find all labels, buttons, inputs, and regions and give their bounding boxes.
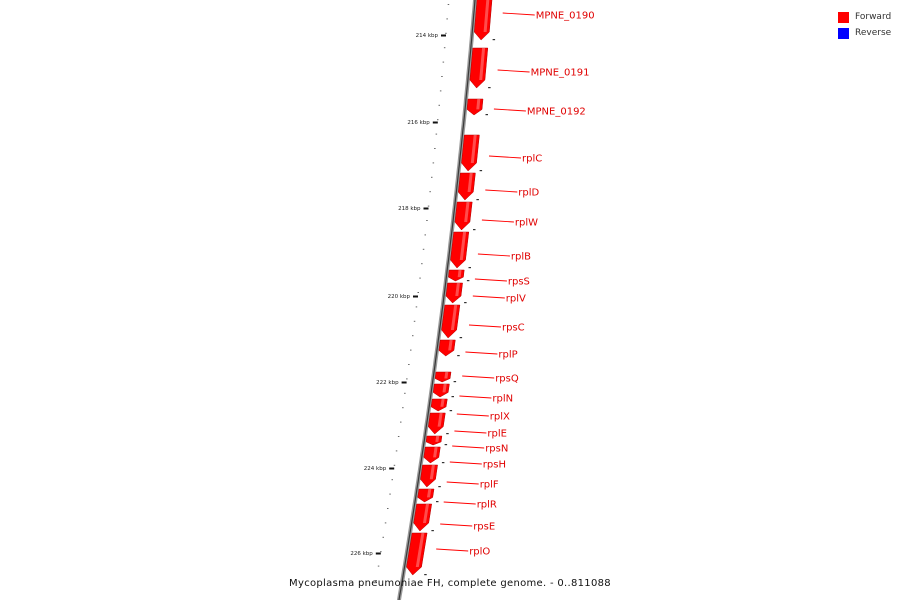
gene-arrow-rplc[interactable] bbox=[462, 135, 480, 171]
gene-arrow-rplp[interactable] bbox=[439, 340, 455, 356]
gene-label-rpsq[interactable]: rpsQ bbox=[495, 373, 519, 385]
minor-tick bbox=[425, 234, 427, 235]
gene-leader-line bbox=[450, 462, 482, 464]
axis-tick-label: 224 kbp bbox=[363, 466, 387, 472]
backbone-core bbox=[398, 0, 475, 600]
gene-leader-line bbox=[454, 431, 486, 433]
gene-end-marker bbox=[446, 433, 449, 434]
minor-tick bbox=[439, 105, 441, 106]
axis-tick-label: 214 kbp bbox=[415, 33, 438, 39]
minor-tick bbox=[445, 33, 447, 34]
gene-end-marker bbox=[467, 280, 470, 281]
minor-tick bbox=[402, 407, 404, 408]
gene-leader-line bbox=[447, 482, 479, 484]
minor-tick bbox=[392, 479, 394, 480]
minor-tick bbox=[440, 90, 442, 91]
gene-end-marker bbox=[436, 501, 439, 502]
gene-end-marker bbox=[457, 355, 460, 356]
gene-label-rplo[interactable]: rplO bbox=[469, 546, 491, 558]
axis-ticks bbox=[350, 4, 449, 581]
axis-tick-label: 216 kbp bbox=[407, 120, 430, 126]
minor-tick bbox=[406, 378, 408, 379]
gene-label-rplr[interactable]: rplR bbox=[476, 499, 497, 511]
axis-tick-label: 218 kbp bbox=[398, 206, 421, 212]
axis-tick-label: 220 kbp bbox=[387, 294, 410, 300]
gene-end-marker bbox=[438, 486, 441, 487]
minor-tick bbox=[434, 148, 436, 149]
gene-leader-line bbox=[462, 376, 494, 378]
gene-leader-line bbox=[444, 502, 476, 504]
gene-end-marker bbox=[476, 199, 479, 200]
gene-label-rpln[interactable]: rplN bbox=[492, 393, 514, 405]
gene-arrow-mpne_0190[interactable] bbox=[474, 0, 492, 40]
gene-end-marker bbox=[431, 530, 434, 531]
gene-leader-line bbox=[473, 296, 505, 298]
backbone-line bbox=[398, 0, 475, 600]
minor-tick bbox=[426, 220, 428, 221]
minor-tick bbox=[396, 450, 398, 451]
minor-tick bbox=[404, 393, 406, 394]
minor-tick bbox=[378, 566, 380, 567]
gene-label-rple[interactable]: rplE bbox=[487, 428, 507, 440]
gene-end-marker bbox=[460, 337, 463, 338]
gene-label-rplv[interactable]: rplV bbox=[505, 293, 526, 305]
gene-end-marker bbox=[486, 114, 489, 115]
minor-tick bbox=[400, 422, 402, 423]
minor-tick bbox=[419, 278, 421, 279]
minor-tick bbox=[383, 537, 385, 538]
minor-tick bbox=[418, 292, 420, 293]
minor-tick bbox=[398, 436, 400, 437]
minor-tick bbox=[431, 177, 433, 178]
gene-leader-line bbox=[469, 325, 501, 327]
gene-leader-line bbox=[452, 446, 484, 448]
gene-label-rplf[interactable]: rplF bbox=[479, 479, 499, 491]
minor-tick bbox=[444, 47, 446, 48]
major-tick bbox=[376, 553, 381, 555]
gene-arrow-rplb[interactable] bbox=[451, 232, 469, 268]
gene-label-rplw[interactable]: rplW bbox=[514, 217, 539, 229]
minor-tick bbox=[380, 551, 382, 552]
gene-label-mpne_0191[interactable]: MPNE_0191 bbox=[530, 67, 590, 79]
gene-end-marker bbox=[493, 39, 496, 40]
gene-arrow-mpne_0191[interactable] bbox=[470, 48, 488, 88]
gene-end-marker bbox=[488, 87, 491, 88]
gene-arrow-rpss[interactable] bbox=[448, 270, 464, 281]
gene-end-marker bbox=[424, 574, 427, 575]
gene-label-rplx[interactable]: rplX bbox=[489, 411, 510, 423]
minor-tick bbox=[408, 364, 410, 365]
major-tick bbox=[413, 296, 418, 298]
minor-tick bbox=[385, 522, 387, 523]
minor-tick bbox=[429, 191, 431, 192]
minor-tick bbox=[414, 321, 416, 322]
gene-leader-line bbox=[485, 190, 517, 192]
gene-leader-line bbox=[478, 254, 510, 256]
gene-arrow-mpne_0192[interactable] bbox=[467, 99, 483, 115]
legend-label-forward: Forward bbox=[855, 12, 892, 22]
axis-tick-label: 222 kbp bbox=[376, 380, 399, 386]
axis-tick-label: 226 kbp bbox=[350, 551, 373, 557]
gene-end-marker bbox=[469, 267, 472, 268]
minor-tick bbox=[437, 119, 439, 120]
strand-legend bbox=[838, 9, 891, 41]
gene-leader-line bbox=[475, 279, 507, 281]
gene-arrow-rplw[interactable] bbox=[455, 202, 472, 230]
gene-label-rpsc[interactable]: rpsC bbox=[502, 322, 525, 334]
minor-tick bbox=[410, 350, 412, 351]
gene-label-rpsn[interactable]: rpsN bbox=[485, 443, 509, 455]
gene-arrow-rpld[interactable] bbox=[458, 173, 475, 200]
gene-arrow-rpse[interactable] bbox=[414, 504, 432, 531]
minor-tick bbox=[433, 162, 435, 163]
gene-leader-line bbox=[503, 13, 535, 15]
gene-arrow-rpsc[interactable] bbox=[442, 305, 460, 338]
gene-end-marker bbox=[464, 302, 467, 303]
minor-tick bbox=[423, 249, 425, 250]
gene-leader-line bbox=[482, 220, 514, 222]
gene-end-marker bbox=[454, 381, 457, 382]
major-tick bbox=[433, 122, 438, 124]
gene-arrow-rplf[interactable] bbox=[421, 465, 438, 487]
gene-leader-line bbox=[459, 396, 491, 398]
gene-arrow-rpsh[interactable] bbox=[424, 447, 441, 463]
gene-label-rplb[interactable]: rplB bbox=[510, 251, 532, 263]
gene-leader-line bbox=[498, 70, 530, 72]
minor-tick bbox=[389, 494, 391, 495]
major-tick bbox=[402, 382, 407, 384]
gene-leader-line bbox=[494, 109, 526, 111]
reverse-swatch bbox=[838, 28, 849, 39]
gene-label-rpse[interactable]: rpsE bbox=[473, 521, 496, 533]
major-tick bbox=[389, 468, 394, 470]
gene-arrow-rpln[interactable] bbox=[433, 384, 449, 397]
forward-swatch bbox=[838, 12, 849, 23]
gene-end-marker bbox=[480, 170, 483, 171]
minor-tick bbox=[448, 4, 450, 5]
gene-label-rplc[interactable]: rplC bbox=[522, 153, 543, 165]
gene-label-mpne_0190[interactable]: MPNE_0190 bbox=[535, 10, 595, 22]
legend-label-reverse: Reverse bbox=[855, 28, 892, 38]
gene-leader-line bbox=[457, 414, 489, 416]
legend-item-forward bbox=[838, 9, 891, 25]
gene-label-rpld[interactable]: rplD bbox=[518, 187, 540, 199]
gene-end-marker bbox=[473, 229, 476, 230]
minor-tick bbox=[416, 306, 418, 307]
gene-arrow-rplx[interactable] bbox=[431, 399, 447, 411]
minor-tick bbox=[394, 465, 396, 466]
minor-tick bbox=[441, 76, 443, 77]
gene-end-marker bbox=[445, 444, 448, 445]
gene-label-rpss[interactable]: rpsS bbox=[507, 276, 530, 288]
gene-arrow-rplv[interactable] bbox=[446, 283, 463, 303]
minor-tick bbox=[428, 206, 430, 207]
gene-arrow-rpsq[interactable] bbox=[435, 372, 451, 382]
minor-tick bbox=[443, 62, 445, 63]
minor-tick bbox=[446, 18, 448, 19]
gene-label-rpsh[interactable]: rpsH bbox=[482, 459, 507, 471]
minor-tick bbox=[421, 263, 423, 264]
genome-backbone bbox=[398, 0, 475, 600]
minor-tick bbox=[436, 134, 438, 135]
gene-leader-line bbox=[489, 156, 521, 158]
gene-label-mpne_0192[interactable]: MPNE_0192 bbox=[526, 106, 586, 118]
gene-end-marker bbox=[450, 410, 453, 411]
gene-label-rplp[interactable]: rplP bbox=[498, 349, 518, 361]
legend-item-reverse bbox=[838, 25, 891, 41]
major-tick bbox=[424, 208, 429, 210]
gene-end-marker bbox=[452, 396, 455, 397]
gene-arrow-rpsn[interactable] bbox=[426, 436, 442, 445]
gene-leader-line bbox=[465, 352, 497, 354]
gene-leader-line bbox=[436, 549, 468, 551]
gene-arrow-rple[interactable] bbox=[428, 413, 445, 434]
genome-caption: Mycoplasma pneumoniae FH, complete genome. - 0..811088 bbox=[289, 578, 611, 589]
gene-end-marker bbox=[442, 462, 445, 463]
minor-tick bbox=[387, 508, 389, 509]
major-tick bbox=[441, 35, 446, 37]
minor-tick bbox=[412, 335, 414, 336]
gene-leader-line bbox=[440, 524, 472, 526]
gene-arrow-rplr[interactable] bbox=[418, 489, 434, 502]
